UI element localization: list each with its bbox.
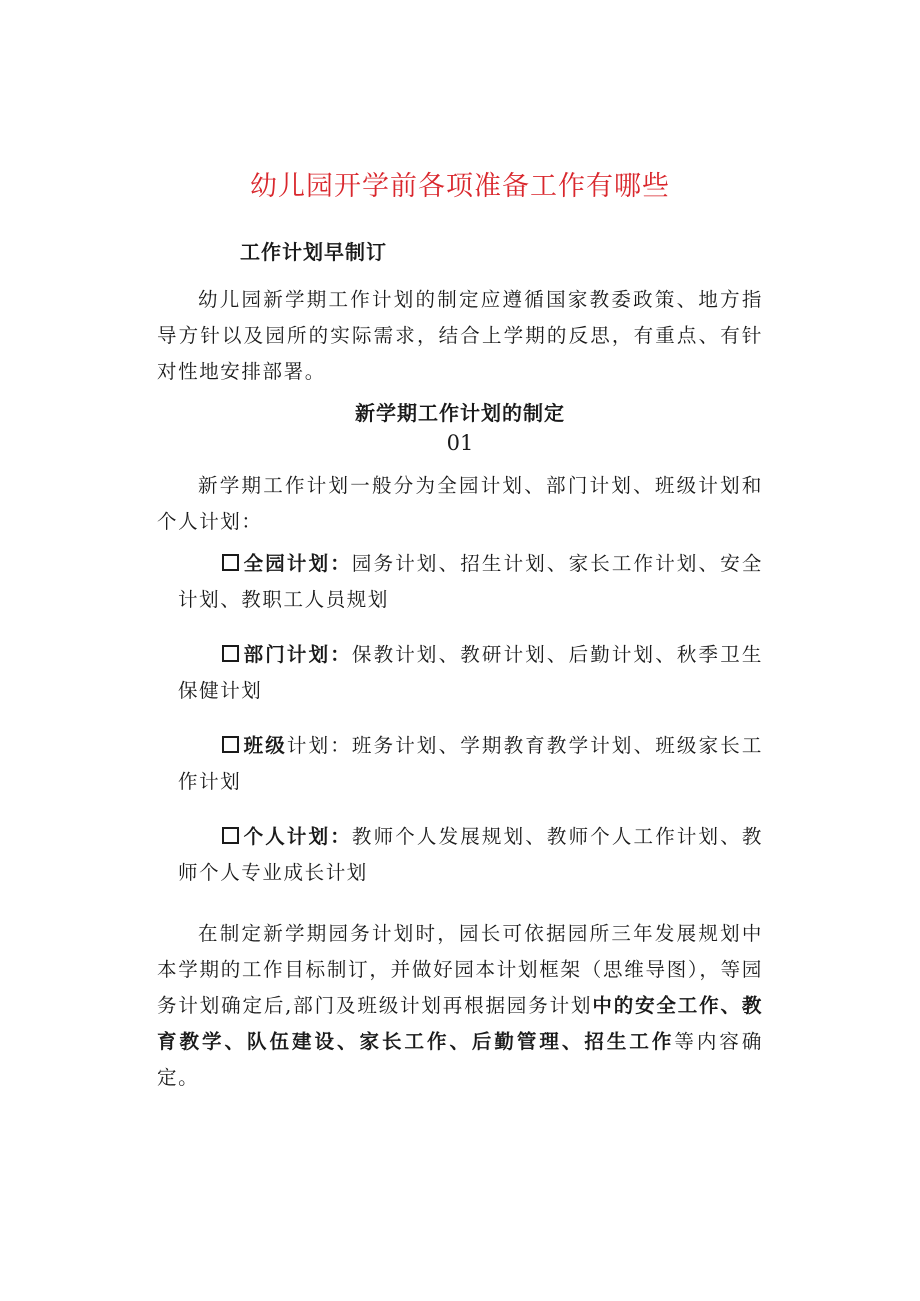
plan-item-label: 部门计划： xyxy=(243,643,352,666)
checkbox-square-icon xyxy=(222,554,239,571)
closing-text-bold: 中的安全工作、教育教学、队伍建设、家长工作、后勤管理、招生工作 xyxy=(157,994,763,1053)
closing-text-part1: 在制定新学期园务计划时，园长可依据园所三年发展规划中本学期的工作目标制订，并做好园本计划框架（思维导图），等园务计划确定后,部门及班级计划再根据园务计划 xyxy=(157,922,763,1017)
checkbox-square-icon xyxy=(222,645,239,662)
plan-item-text: 保教计划、教研计划、后勤计划、秋季卫生保健计划 xyxy=(178,643,763,702)
plan-item-text: 园务计划、招生计划、家长工作计划、安全计划、教职工人员规划 xyxy=(178,552,763,611)
plan-item-department xyxy=(178,637,763,709)
plan-item-text: 教师个人发展规划、教师个人工作计划、教师个人专业成长计划 xyxy=(178,825,763,884)
plan-item-label: 个人计划： xyxy=(243,825,352,848)
plan-item-personal xyxy=(178,819,763,891)
checkbox-square-icon xyxy=(222,827,239,844)
plan-item-label: 全园计划： xyxy=(243,552,352,575)
plan-types-paragraph: 新学期工作计划一般分为全园计划、部门计划、班级计划和个人计划： xyxy=(157,474,763,533)
intro-paragraph: 幼儿园新学期工作计划的制定应遵循国家教委政策、地方指导方针以及园所的实际需求，结合上学期的反思，有重点、有针对性地安排部署。 xyxy=(157,288,763,383)
plan-item-school xyxy=(178,546,763,618)
section-heading-new-term-plan: 新学期工作计划的制定 xyxy=(355,401,565,425)
plan-item-class xyxy=(178,728,763,800)
section-heading-plan-early: 工作计划早制订 xyxy=(240,240,387,264)
closing-paragraph xyxy=(157,916,763,1096)
plan-list xyxy=(178,546,763,910)
closing-text-part2: 等内容确定。 xyxy=(157,1030,763,1089)
plan-item-label: 班级 xyxy=(243,734,287,757)
document-title: 幼儿园开学前各项准备工作有哪些 xyxy=(250,171,670,202)
plan-item-text: 计划：班务计划、学期教育教学计划、班级家长工作计划 xyxy=(178,734,764,793)
checkbox-square-icon xyxy=(222,736,239,753)
section-number: 01 xyxy=(446,431,474,455)
